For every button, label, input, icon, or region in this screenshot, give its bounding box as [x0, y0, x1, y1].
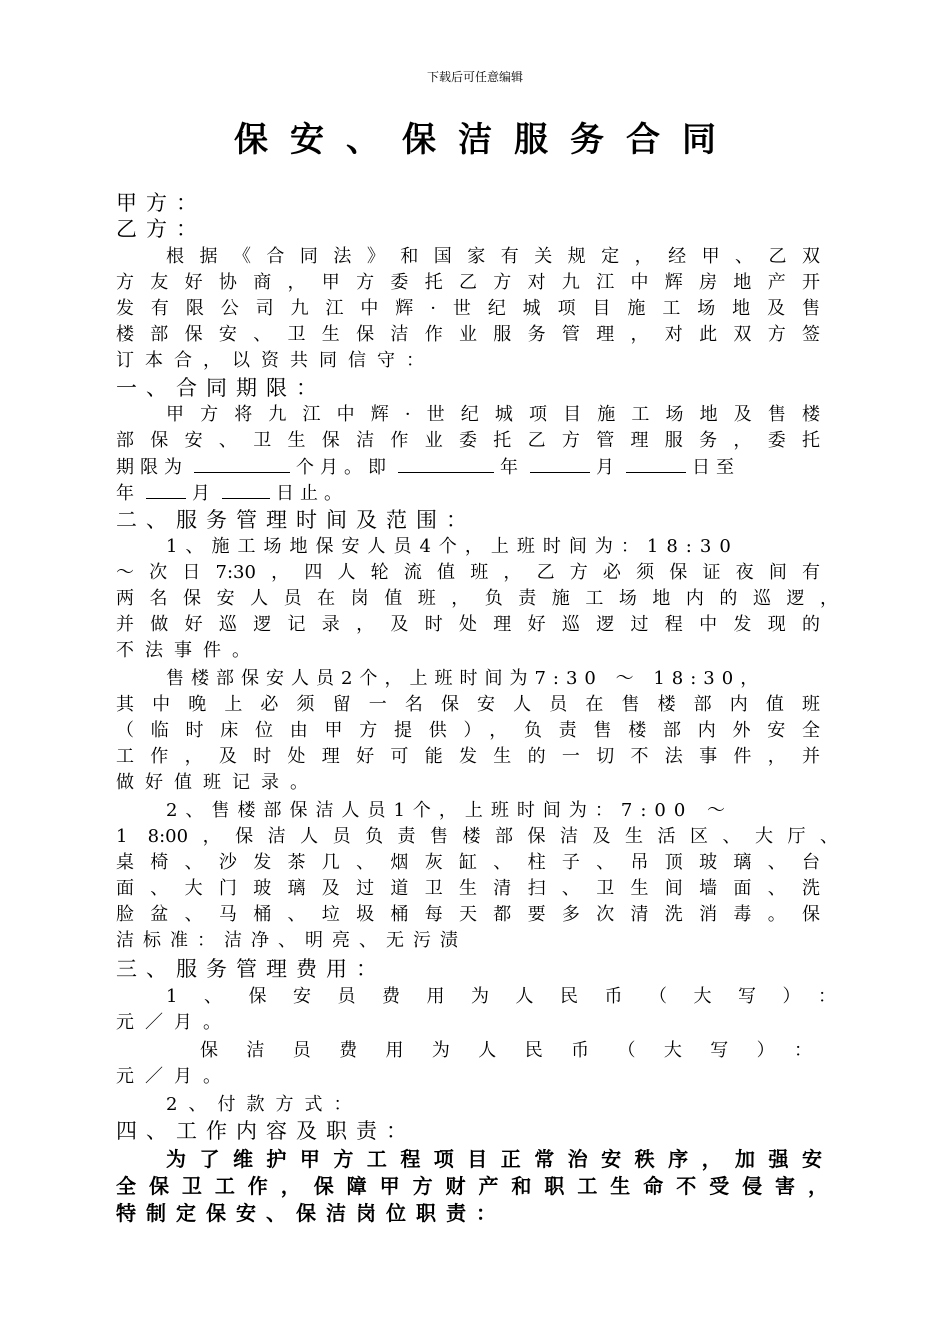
term-text: 日至	[692, 457, 740, 478]
section-2-line: 两名保安人员在岗值班，负责施工场地内的巡逻，	[116, 588, 838, 609]
term-line-end	[116, 480, 836, 507]
start-day-blank	[626, 454, 686, 473]
end-day-blank	[222, 480, 270, 499]
section-4-line: 特制定保安、保洁岗位职责：	[116, 1201, 506, 1225]
section-2-heading: 二、服务管理时间及范围：	[116, 508, 476, 532]
section-2-line: 其中晚上必须留一名保安人员在售楼部内值班	[116, 694, 820, 715]
section-4-line: 全保卫工作，保障甲方财产和职工生命不受侵害，	[116, 1174, 828, 1198]
section-2-line: 脸盆、马桶、垃圾桶每天都要多次清洗消毒。保	[116, 904, 820, 925]
start-year-blank	[398, 454, 494, 473]
section-2-line: 并做好巡逻记录，及时处理好巡逻过程中发现的	[116, 614, 820, 635]
section-2-line: （临时床位由甲方提供），负责售楼部内外安全	[116, 720, 820, 741]
months-blank	[194, 454, 290, 473]
term-text: 年	[500, 457, 524, 478]
section-2-line: 1、施工场地保安人员4个，上班时间为：18:30	[166, 536, 739, 557]
section-2-line: ～次日7:30，四人轮流值班，乙方必须保证夜间有	[116, 562, 820, 583]
section-1-line: 甲方将九江中辉·世纪城项目施工场地及售楼	[166, 404, 820, 425]
section-2-line: 1 8:00，保洁人员负责售楼部保洁及生活区、大厅、	[116, 826, 838, 847]
section-3-line: 元／月。	[116, 1066, 232, 1087]
term-text: 个月。即	[296, 457, 392, 478]
preamble-line: 根据《合同法》和国家有关规定，经甲、乙双	[166, 246, 820, 267]
end-month-blank	[146, 480, 186, 499]
term-text: 月	[192, 483, 216, 504]
section-4-heading: 四、工作内容及职责：	[116, 1119, 416, 1143]
section-2-line: 售楼部保安人员2个，上班时间为7:30 ～ 18:30，	[166, 668, 766, 689]
start-month-blank	[530, 454, 590, 473]
term-line	[116, 454, 836, 481]
party-a-label: 甲方：	[116, 191, 206, 215]
section-3-line: 保洁员费用为人民币（大写）：	[200, 1040, 812, 1061]
term-text: 日止。	[276, 483, 348, 504]
section-3-heading: 三、服务管理费用：	[116, 957, 386, 981]
term-text: 年	[116, 483, 140, 504]
section-4-line: 为了维护甲方工程项目正常治安秩序，加强安	[166, 1147, 822, 1171]
section-2-line: 工作，及时处理好可能发生的一切不法事件，并	[116, 746, 820, 767]
section-3-line: 元／月。	[116, 1012, 232, 1033]
section-3-line: 1、保安员费用为人民币（大写）：	[166, 986, 836, 1007]
preamble-line: 发有限公司九江中辉·世纪城项目施工场地及售	[116, 298, 820, 319]
section-2-line: 不法事件。	[116, 640, 261, 661]
section-3-line: 2、付款方式：	[166, 1094, 363, 1115]
term-text: 月	[596, 457, 620, 478]
preamble-line: 楼部保安、卫生保洁作业服务管理，对此双方签	[116, 324, 820, 345]
preamble-line: 订本合，以资共同信守：	[116, 350, 435, 371]
download-note: 下载后可任意编辑	[426, 70, 523, 84]
section-2-line: 洁标准：洁净、明亮、无污渍	[116, 930, 467, 951]
section-1-line: 部保安、卫生保洁作业委托乙方管理服务，委托	[116, 430, 820, 451]
section-2-line: 2、售楼部保洁人员1个，上班时间为：7:00 ～	[166, 800, 734, 821]
document-title: 保安、保洁服务合同	[234, 120, 738, 160]
preamble-line: 方友好协商，甲方委托乙方对九江中辉房地产开	[116, 272, 820, 293]
section-2-line: 桌椅、沙发茶几、烟灰缸、柱子、吊顶玻璃、台	[116, 852, 820, 873]
section-2-line: 面、大门玻璃及过道卫生清扫、卫生间墙面、洗	[116, 878, 820, 899]
section-1-heading: 一、合同期限：	[116, 376, 326, 400]
term-text: 期限为	[116, 457, 188, 478]
section-2-line: 做好值班记录。	[116, 772, 319, 793]
party-b-label: 乙方：	[116, 217, 206, 241]
